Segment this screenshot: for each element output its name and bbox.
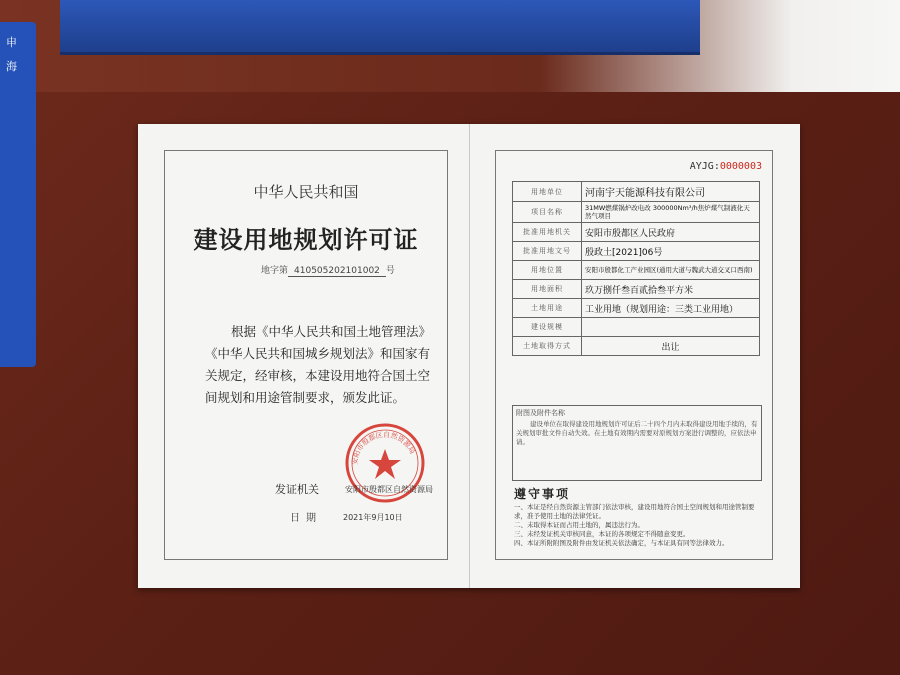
row-label: 批准用地文号 — [513, 242, 582, 261]
row-value: 河南宇天能源科技有限公司 — [582, 182, 760, 202]
attachments-text: 建设单位在取得建设用地规划许可证后二十四个月内未取得建设用地手续的，有关规划审批文件自动失效。在土地有效期内需要对原规划方案进行调整的，应依法申请。 — [516, 420, 758, 446]
table-row — [513, 280, 760, 299]
row-label: 土地取得方式 — [513, 337, 582, 356]
date-label: 日期 — [290, 513, 322, 524]
issuer-label: 发证机关 — [275, 483, 319, 496]
cert-no-value: 410505202101002 — [288, 266, 386, 277]
notice-title: 遵守事项 — [514, 487, 571, 501]
serial-number — [690, 161, 762, 172]
attachments-box — [512, 405, 762, 481]
blue-sign — [0, 22, 36, 367]
certificate-number — [261, 263, 395, 276]
row-value: 工业用地（规划用途：三类工业用地） — [582, 299, 760, 318]
row-label: 用地单位 — [513, 182, 582, 202]
permit-info-table — [512, 181, 760, 356]
cert-no-suffix: 号 — [385, 266, 395, 276]
country-name: 中华人民共和国 — [253, 183, 359, 201]
table-row — [513, 299, 760, 318]
serial-value: 0000003 — [719, 161, 762, 172]
row-value — [582, 318, 760, 337]
row-value: 殷政土[2021]06号 — [582, 242, 760, 261]
row-value: 安阳市殷都区人民政府 — [582, 223, 760, 242]
row-label: 项目名称 — [513, 202, 582, 223]
serial-prefix: AYJG: — [689, 161, 720, 172]
row-value: 31MW燃煤锅炉改电改 300000Nm³/h焦炉煤气制液化天然气项目 — [582, 202, 760, 223]
list-item: 四、本证所附附图及附件由发证机关依法确定，与本证具有同等法律效力。 — [514, 539, 729, 547]
row-value: 出让 — [582, 337, 760, 356]
attachments-title: 附图及附件名称 — [516, 409, 565, 417]
table-row — [513, 318, 760, 337]
list-item: 三、未经发证机关审核同意，本证的各项规定不得随意变更。 — [514, 530, 690, 538]
sign-text-1: 申 — [6, 36, 17, 49]
page-fold — [469, 124, 470, 588]
right-page — [495, 150, 773, 560]
blue-container — [60, 0, 700, 55]
table-row — [513, 182, 760, 202]
table-row — [513, 337, 760, 356]
seal-text: 安阳市殷都区自然资源局 — [350, 430, 417, 466]
table-row — [513, 223, 760, 242]
left-page — [164, 150, 448, 560]
list-item: 二、未取得本证而占用土地的，属违法行为。 — [514, 521, 644, 529]
table-row — [513, 242, 760, 261]
date-value: 2021年9月10日 — [343, 513, 403, 522]
row-value: 安阳市殷都化工产业园区(通用大道与魏武大道交叉口西南) — [582, 261, 760, 280]
table-row — [513, 202, 760, 223]
permit-document — [138, 124, 800, 588]
notice-list — [514, 503, 758, 548]
row-label: 用地位置 — [513, 261, 582, 280]
cert-no-prefix: 地字第 — [261, 266, 289, 276]
table-row — [513, 261, 760, 280]
list-item: 一、本证是经自然资源主管部门依法审核，建设用地符合国土空间规划和用途管制要求，准予使用土地的法律凭证。 — [514, 503, 755, 520]
row-label: 用地面积 — [513, 280, 582, 299]
row-label: 建设规模 — [513, 318, 582, 337]
issuer-value: 安阳市殷都区自然资源局 — [345, 485, 433, 494]
permit-title: 建设用地规划许可证 — [193, 225, 419, 254]
row-label: 土地用途 — [513, 299, 582, 318]
sign-text-2: 海 — [6, 60, 17, 73]
row-label: 批准用地机关 — [513, 223, 582, 242]
row-value: 玖万捌仟叁百贰拾叁平方米 — [582, 280, 760, 299]
permit-body-text: 根据《中华人民共和国土地管理法》《中华人民共和国城乡规划法》和国家有关规定，经审核，本建设用地符合国土空间规划和用途管制要求，颁发此证。 — [205, 324, 432, 405]
